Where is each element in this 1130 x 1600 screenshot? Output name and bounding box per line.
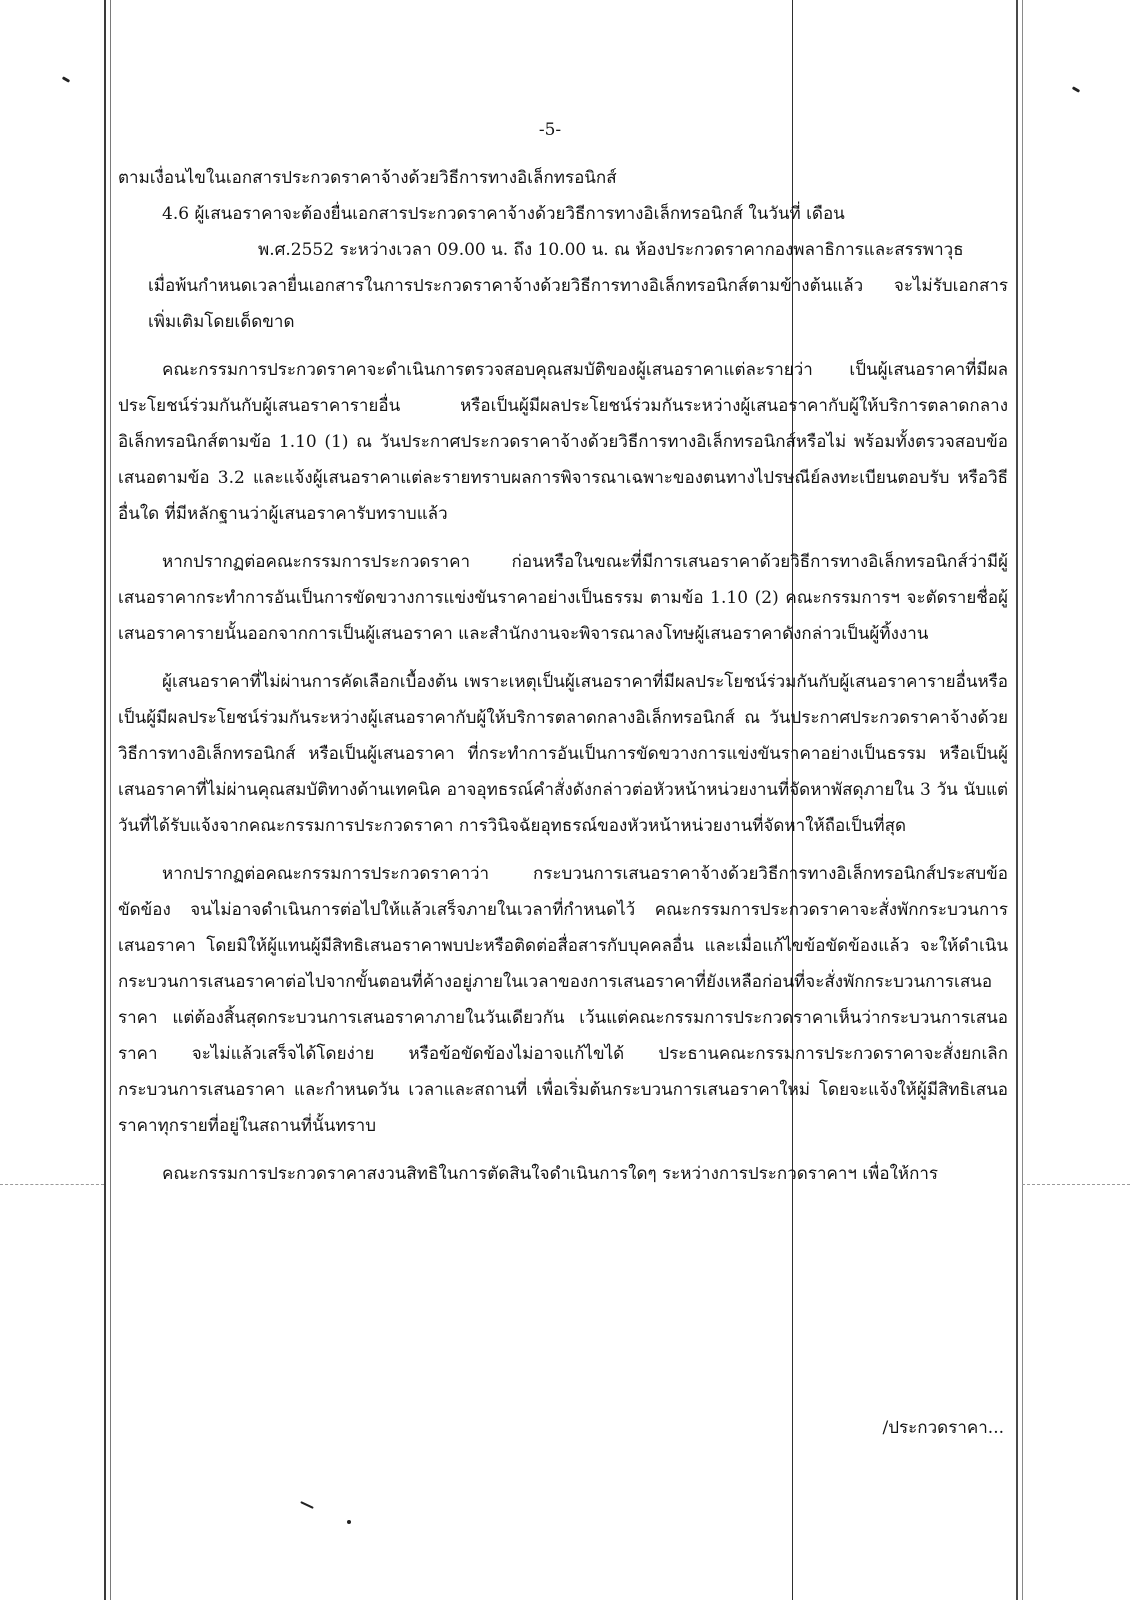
paragraph-technical-issue: หากปรากฏต่อคณะกรรมการประกวดราคาว่า กระบวนการเสนอราคาจ้างด้วยวิธีการทางอิเล็กทรอนิกส์ประสบข้อขัดข้อง จนไม่อาจดำเนินการต่อไปให้แล้วเสร็จภายในเวลาที่กำหนดไว้ คณะกรรมการประกวดราคาจะสั่งพักกระบวนการเสนอราคา โดยมิให้ผู้แทนผู้มีสิทธิเสนอราคาพบปะหรือติดต่อสื่อสารกับบุคคลอื่น และเมื่อแก้ไขข้อขัดข้องแล้ว จะให้ดำเนินกระบวนการเสนอราคาต่อไปจากขั้นตอนที่ค้างอยู่ภายในเวลาของการเสนอราคาที่ยังเหลือก่อนที่จะสั่งพักกระบวนการเสนอราคา แต่ต้องสิ้นสุดกระบวนการเสนอราคาภายในวันเดียวกัน เว้นแต่คณะกรรมการประกวดราคาเห็นว่ากระบวนการเสนอราคา จะไม่แล้วเสร็จได้โดยง่าย หรือข้อขัดข้องไม่อาจแก้ไขได้ ประธานคณะกรรมการประกวดราคาจะสั่งยกเลิกกระบวนการเสนอราคา และกำหนดวัน เวลาและสถานที่ เพื่อเริ่มต้นกระบวนการเสนอราคาใหม่ โดยจะแจ้งให้ผู้มีสิทธิเสนอราคาทุกรายที่อยู่ในสถานที่นั้นทราบ [118,864,1008,1136]
scan-dash-left [0,1184,104,1186]
scan-border-line-right [1016,0,1018,1600]
paragraph-deadline: เมื่อพ้นกำหนดเวลายื่นเอกสารในการประกวดราคาจ้างด้วยวิธีการทางอิเล็กทรอนิกส์ตามข้างต้นแล้ว จะไม่รับเอกสารเพิ่มเติมโดยเด็ดขาด [148,276,1008,332]
paragraph-appeal: ผู้เสนอราคาที่ไม่ผ่านการคัดเลือกเบื้องต้น เพราะเหตุเป็นผู้เสนอราคาที่มีผลประโยชน์ร่วมกันกับผู้เสนอราคารายอื่นหรือเป็นผู้มีผลประโยชน์ร่วมกันระหว่างผู้เสนอราคากับผู้ให้บริการตลาดกลางอิเล็กทรอนิกส์ ณ วันประกาศประกวดราคาจ้างด้วยวิธีการทางอิเล็กทรอนิกส์ หรือเป็นผู้เสนอราคา ที่กระทำการอันเป็นการขัดขวางการแข่งขันราคาอย่างเป็นธรรม หรือเป็นผู้เสนอราคาที่ไม่ผ่านคุณสมบัติทางด้านเทคนิค อาจอุทธรณ์คำสั่งดังกล่าวต่อหัวหน้าหน่วยงานที่จัดหาพัสดุภายใน 3 วัน นับแต่วันที่ได้รับแจ้งจากคณะกรรมการประกวดราคา การวินิจฉัยอุทธรณ์ของหัวหน้าหน่วยงานที่จัดหาให้ถือเป็นที่สุด [118,672,1008,836]
page-number: -5- [538,120,562,140]
scan-speck [300,1501,314,1509]
scan-speck [347,1520,351,1524]
paragraph-qualification-check: คณะกรรมการประกวดราคาจะดำเนินการตรวจสอบคุณสมบัติของผู้เสนอราคาแต่ละรายว่า เป็นผู้เสนอราคาที่มีผลประโยชน์ร่วมกันกับผู้เสนอราคารายอื่น หรือเป็นผู้มีผลประโยชน์ร่วมกันระหว่างผู้เสนอราคากับผู้ให้บริการตลาดกลางอิเล็กทรอนิกส์ตามข้อ 1.10 (1) ณ วันประกาศประกวดราคาจ้างด้วยวิธีการทางอิเล็กทรอนิกส์หรือไม่ พร้อมทั้งตรวจสอบข้อเสนอตามข้อ 3.2 และแจ้งผู้เสนอราคาแต่ละรายทราบผลการพิจารณาเฉพาะของตนทางไปรษณีย์ลงทะเบียนตอบรับ หรือวิธีอื่นใด ที่มีหลักฐานว่าผู้เสนอราคารับทราบแล้ว [118,360,1008,524]
paragraph-clause-4-6: 4.6 ผู้เสนอราคาจะต้องยื่นเอกสารประกวดราคาจ้างด้วยวิธีการทางอิเล็กทรอนิกส์ ในวันที่ เดือน [162,204,845,224]
continuation-marker: /ประกวดราคา... [882,1418,1004,1438]
scan-speck [1072,86,1080,93]
paragraph-condition: ตามเงื่อนไขในเอกสารประกวดราคาจ้างด้วยวิธีการทางอิเล็กทรอนิกส์ [118,168,617,188]
paragraph-date-time: พ.ศ.2552 ระหว่างเวลา 09.00 น. ถึง 10.00 น. ณ ห้องประกวดราคากองพลาธิการและสรรพาวุธ [258,240,964,260]
paragraph-reservation: คณะกรรมการประกวดราคาสงวนสิทธิในการตัดสินใจดำเนินการใดๆ ระหว่างการประกวดราคาฯ เพื่อให้การ [162,1164,939,1184]
document-body [118,160,1008,1192]
scan-border-line-left-inner [110,0,111,1600]
scan-speck [62,76,70,83]
scan-border-line-left [104,0,106,1600]
scan-dash-right [1022,1184,1130,1186]
paragraph-obstruction: หากปรากฏต่อคณะกรรมการประกวดราคา ก่อนหรือในขณะที่มีการเสนอราคาด้วยวิธีการทางอิเล็กทรอนิกส์ว่ามีผู้เสนอราคากระทำการอันเป็นการขัดขวางการแข่งขันราคาอย่างเป็นธรรม ตามข้อ 1.10 (2) คณะกรรมการฯ จะตัดรายชื่อผู้เสนอราคารายนั้นออกจากการเป็นผู้เสนอราคา และสำนักงานจะพิจารณาลงโทษผู้เสนอราคาดังกล่าวเป็นผู้ทิ้งงาน [118,552,1008,644]
scan-border-line-right-inner [1022,0,1023,1600]
